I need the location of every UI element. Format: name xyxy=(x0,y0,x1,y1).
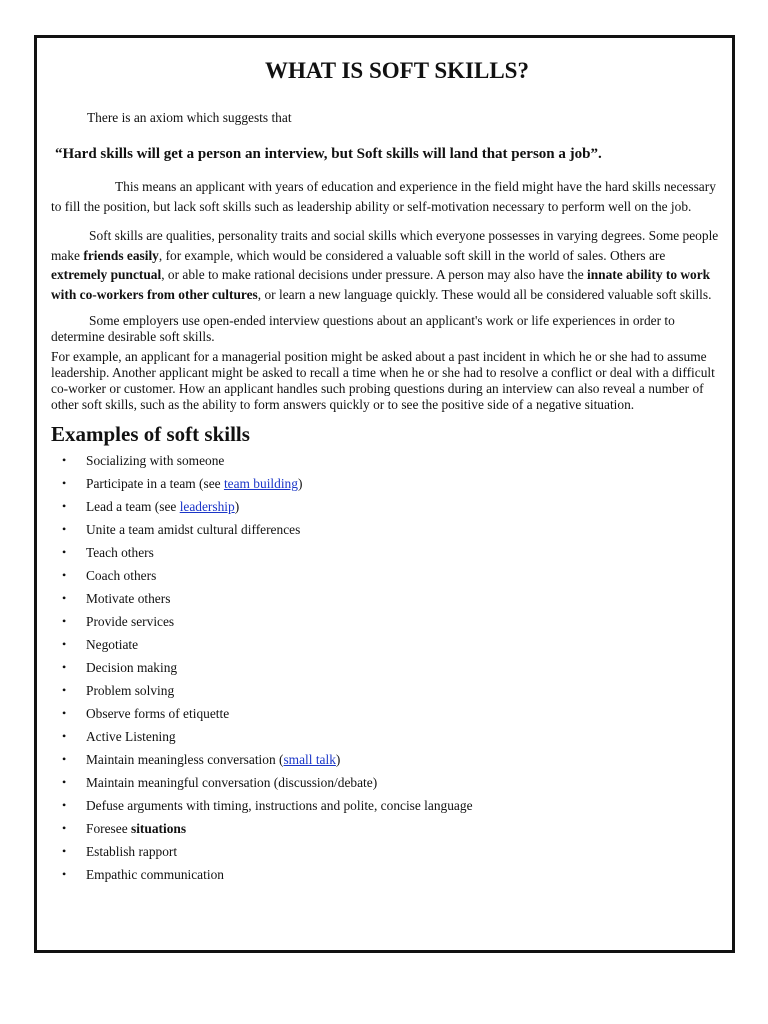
qualities-text: , or learn a new language quickly. These would all be considered valuable soft skills. xyxy=(257,286,712,302)
axiom-quote: “Hard skills will get a person an interview, but Soft skills will land that person a job”. xyxy=(55,146,602,162)
list-item xyxy=(51,472,721,495)
small-talk-link[interactable]: small talk xyxy=(283,752,336,767)
list-item xyxy=(51,863,721,886)
bullet-icon: • xyxy=(62,844,67,858)
list-item xyxy=(51,610,721,633)
skill-text: ) xyxy=(335,752,341,767)
friends-easily-bold: friends easily xyxy=(83,247,159,263)
skill-text: Teach others xyxy=(86,545,154,560)
skill-text: Active Listening xyxy=(86,729,176,744)
list-item xyxy=(51,748,721,771)
skill-text: Socializing with someone xyxy=(86,453,225,468)
list-item xyxy=(51,495,721,518)
qualities-text: , or able to make rational decisions under pressure. A person may also have the xyxy=(161,267,587,282)
skill-text: Provide services xyxy=(86,614,175,629)
skill-text: Problem solving xyxy=(86,683,175,698)
list-item xyxy=(51,564,721,587)
bullet-icon: • xyxy=(62,568,67,582)
bullet-icon: • xyxy=(62,798,67,812)
bullet-icon: • xyxy=(62,821,67,835)
skill-text: Defuse arguments with timing, instructions and polite, concise language xyxy=(86,798,473,813)
examples-heading: Examples of soft skills xyxy=(51,422,250,446)
skill-text: Coach others xyxy=(86,568,157,583)
bullet-icon: • xyxy=(62,545,67,559)
list-item xyxy=(51,679,721,702)
page-title: WHAT IS SOFT SKILLS? xyxy=(265,58,529,83)
list-item xyxy=(51,840,721,863)
employers-paragraph: Some employers use open-ended interview questions about an applicant's work or life experiences in order to determine desirable soft skills. xyxy=(51,313,675,344)
team-building-link[interactable]: team building xyxy=(223,476,298,491)
bullet-icon: • xyxy=(62,453,67,467)
skill-text: Observe forms of etiquette xyxy=(86,706,230,721)
bullet-icon: • xyxy=(62,775,67,789)
list-item xyxy=(51,541,721,564)
bullet-icon: • xyxy=(62,499,67,513)
list-item xyxy=(51,587,721,610)
qualities-text: Soft skills are qualities, personality traits and social skills which everyone possesses in varying degrees. Some people make xyxy=(51,228,719,263)
list-item xyxy=(51,633,721,656)
list-item xyxy=(51,449,721,472)
leadership-link[interactable]: leadership xyxy=(179,499,235,514)
skill-text: ) xyxy=(297,476,303,491)
bullet-icon: • xyxy=(62,729,67,743)
list-item xyxy=(51,518,721,541)
list-item xyxy=(51,794,721,817)
bullet-icon: • xyxy=(62,614,67,628)
bullet-icon: • xyxy=(62,867,67,881)
list-item xyxy=(51,702,721,725)
list-item xyxy=(51,725,721,748)
bullet-icon: • xyxy=(62,683,67,697)
list-item xyxy=(51,771,721,794)
bullet-icon: • xyxy=(62,752,67,766)
skills-list xyxy=(51,449,721,886)
skill-text: Lead a team (see xyxy=(86,499,180,514)
innate-ability-bold: innate ability to work with co-workers from other cultures xyxy=(51,267,711,302)
skill-text: ) xyxy=(234,499,240,514)
qualities-text: , for example, which would be considered a valuable soft skill in the world of sales. Others are xyxy=(158,247,666,263)
skill-text: Unite a team amidst cultural differences xyxy=(86,522,301,537)
extremely-punctual-bold: extremely punctual xyxy=(51,267,162,282)
bullet-icon: • xyxy=(62,522,67,536)
document-content xyxy=(51,56,721,886)
skill-text: Participate in a team (see xyxy=(86,476,224,491)
applicant-paragraph: This means an applicant with years of education and experience in the field might have the hard skills necessary to fill the position, but lack soft skills such as leadership ability or self-motivation necessary to perform well on the job. xyxy=(51,179,716,214)
situations-bold: situations xyxy=(131,821,187,836)
bullet-icon: • xyxy=(62,476,67,490)
skill-text: Establish rapport xyxy=(86,844,178,859)
skill-text: Maintain meaningful conversation (discussion/debate) xyxy=(86,775,378,790)
list-item xyxy=(51,656,721,679)
skill-text: Foresee xyxy=(86,821,131,836)
bullet-icon: • xyxy=(62,706,67,720)
intro-paragraph: There is an axiom which suggests that xyxy=(87,110,292,125)
skill-text: Negotiate xyxy=(86,637,139,652)
bullet-icon: • xyxy=(62,637,67,651)
bullet-icon: • xyxy=(62,660,67,674)
qualities-paragraph xyxy=(51,226,721,304)
skill-text: Maintain meaningless conversation ( xyxy=(86,752,284,767)
skill-text: Empathic communication xyxy=(86,867,224,882)
skill-text: Motivate others xyxy=(86,591,171,606)
list-item xyxy=(51,817,721,840)
example-paragraph: For example, an applicant for a managerial position might be asked about a past incident in which he or she had to assume leadership. Another applicant might be asked to recall a time when he or she had to resolve a conflict or deal with a difficult co-worker or customer. How an applicant handles such probing questions during an interview can also reveal a number of other soft skills, such as the ability to form answers quickly or to see the positive side of a negative situation. xyxy=(51,349,715,412)
bullet-icon: • xyxy=(62,591,67,605)
skill-text: Decision making xyxy=(86,660,178,675)
